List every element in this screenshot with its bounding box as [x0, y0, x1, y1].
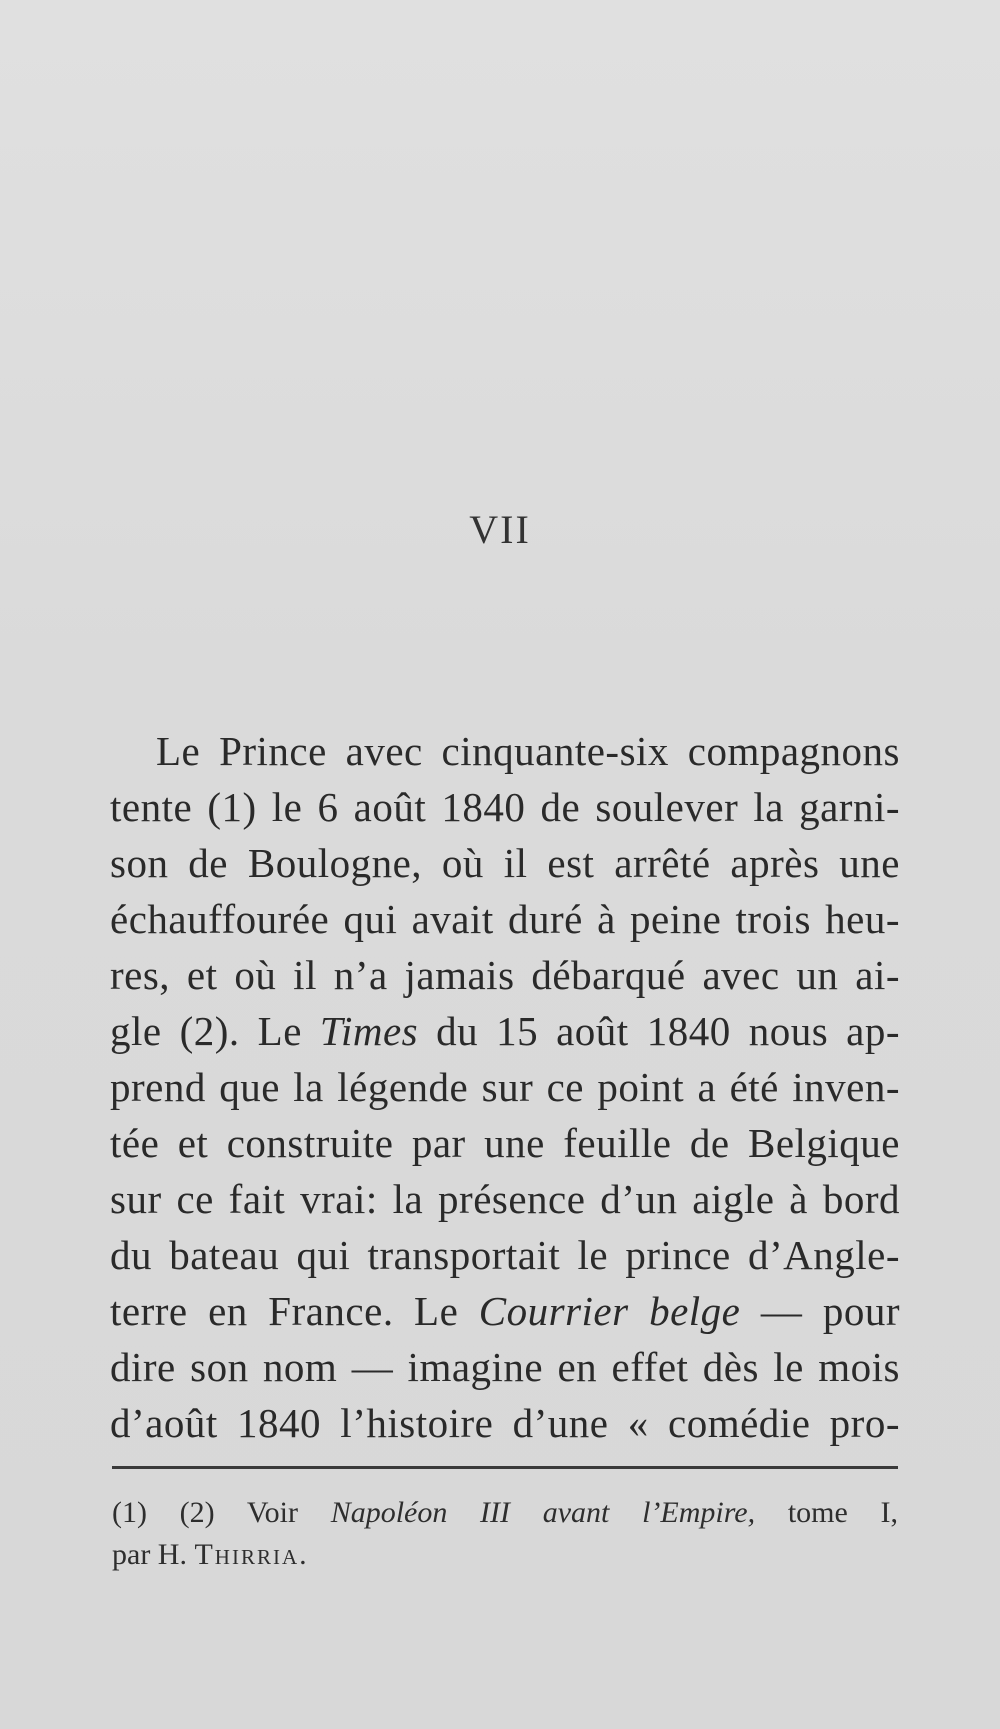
text-line	[110, 1339, 900, 1395]
newspaper-title: Courrier belge	[478, 1288, 741, 1334]
footnote-line	[112, 1492, 898, 1534]
text-segment: échauffourée qui avait duré à peine trois heu-	[110, 896, 900, 942]
text-segment: du 15 août 1840 nous ap-	[418, 1008, 900, 1054]
book-title: Napoléon III avant l’Empire,	[330, 1496, 756, 1529]
text-segment: . Le	[228, 1008, 320, 1054]
body-paragraph	[110, 723, 900, 1451]
footnote-reference: (2)	[179, 1008, 229, 1054]
footnote-text: tome I,	[787, 1496, 899, 1529]
text-segment: terre en France. Le	[110, 1288, 479, 1334]
footnote-text: Voir	[246, 1496, 298, 1529]
newspaper-title: Times	[319, 1008, 419, 1054]
text-segment: le 6 août 1840 de soulever la garni-	[256, 784, 900, 830]
text-segment: d’août 1840 l’histoire d’une « comédie pro-	[110, 1400, 900, 1446]
text-line	[110, 947, 900, 1003]
footnote-reference: (1)	[207, 784, 257, 830]
text-segment: dire son nom — imagine en effet dès le mois	[110, 1344, 900, 1390]
footnote	[112, 1492, 898, 1576]
text-line	[110, 1003, 900, 1059]
text-line	[110, 723, 900, 779]
text-line	[110, 835, 900, 891]
text-segment: Le Prince avec cinquante-six compagnons	[156, 728, 900, 774]
footnote-divider	[112, 1466, 898, 1469]
text-segment: du bateau qui transportait le prince d’Angle-	[110, 1232, 900, 1278]
footnote-line	[112, 1534, 898, 1576]
text-line	[110, 891, 900, 947]
text-line	[110, 1227, 900, 1283]
text-line	[110, 1059, 900, 1115]
text-line	[110, 1115, 900, 1171]
text-line	[110, 1395, 900, 1451]
text-segment: tée et construite par une feuille de Belgique	[110, 1120, 900, 1166]
chapter-number: VII	[469, 507, 531, 552]
text-line	[110, 1283, 900, 1339]
text-segment: sur ce fait vrai: la présence d’un aigle à bord	[110, 1176, 900, 1222]
text-segment: — pour	[740, 1288, 900, 1334]
text-segment: son de Boulogne, où il est arrêté après une	[110, 840, 900, 886]
text-segment: prend que la légende sur ce point a été inven-	[110, 1064, 900, 1110]
text-segment: res, et où il n’a jamais débarqué avec un ai-	[110, 952, 900, 998]
footnote-refs: (1) (2)	[112, 1496, 215, 1529]
footnote-text: par H.	[112, 1538, 187, 1571]
text-segment: tente	[110, 784, 208, 830]
text-line	[110, 1171, 900, 1227]
author-name: Thirria.	[194, 1538, 309, 1571]
text-segment: gle	[110, 1008, 180, 1054]
text-line	[110, 779, 900, 835]
